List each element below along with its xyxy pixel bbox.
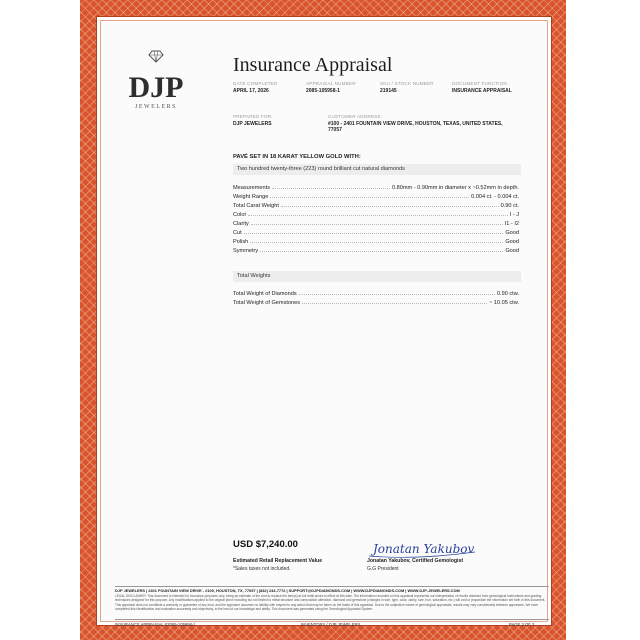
date-completed-label: DATE COMPLETED bbox=[233, 81, 278, 86]
page-number: PAGE 3 OF 3 bbox=[509, 622, 535, 627]
sku-value: 219145 bbox=[380, 88, 397, 94]
item-title: PAVÉ SET IN 18 KARAT YELLOW GOLD WITH: bbox=[233, 154, 361, 160]
certificate-paper bbox=[96, 16, 552, 626]
spec-row: Polish Good bbox=[233, 239, 519, 245]
total-weights-title: Total Weights bbox=[233, 271, 521, 282]
djp-logo bbox=[121, 47, 191, 119]
sku-label: SKU / STOCK NUMBER bbox=[380, 81, 434, 86]
price-label: Estimated Retail Replacement Value bbox=[233, 558, 323, 564]
footer-contact: DJP JEWELERS | 2401 FOUNTAIN VIEW DRIVE - #100, HOUSTON, TX, 77057 | (832) 244-7772 | SUPPORT@DJPDIAMONDS.COM | WWW.DJPDIAMONDS.COM | WWW.DJP-JEWELERS.COM bbox=[115, 588, 460, 593]
appraisal-number-value: 2085-105958-1 bbox=[306, 88, 340, 94]
footer-divider bbox=[115, 586, 549, 587]
signer-name: Jonatan Yakubov, Certified Gemologist bbox=[367, 558, 464, 564]
spec-row: Symmetry Good bbox=[233, 248, 519, 254]
price-note: *Sales taxes not included. bbox=[233, 566, 291, 572]
document-title: Insurance Appraisal bbox=[233, 54, 393, 76]
bottom-divider bbox=[115, 619, 549, 620]
legal-disclaimer: LEGAL DISCLAIMER: This document is intended for insurance purposes only, being an estimate of the cost to replace the item(s) at full retail prices in effect at this date. The information recorded on this appraisal represents our interpretation of results obtained from gemological instruments and grading techniques designed for this purpose. Any modifications applied to the original piece including but not limited to metal structure and composition alteration, diamond and gemstone (changes in size, type, color, clarity, size, hue, saturation, etc.) will void or jeopardize the information set forth in this document. This appraisal does not constitute a warranty or guarantee of any kind, and the appraiser assumes no liability with respect to any action that may be taken on the basis of this appraisal. Due to the subjective nature of gemological appraisals, results may vary considerably between appraisers. We have completed this identification and evaluation accurately and objectively, to the best of our knowledge and ability. This document was generated using the Gemological Appraisal System. bbox=[115, 594, 546, 612]
spec-row: Clarity I1 - I2 bbox=[233, 221, 519, 227]
logo-monogram: DJP bbox=[128, 71, 184, 104]
signature bbox=[367, 537, 477, 559]
spec-row: Weight Range 0.004 ct. - 0.004 ct. bbox=[233, 194, 519, 200]
customer-address-label: CUSTOMER ADDRESS: bbox=[328, 114, 383, 119]
diamond-icon bbox=[149, 51, 163, 62]
document-function-label: DOCUMENT FUNCTION bbox=[452, 81, 507, 86]
total-row: Total Weight of Diamonds 0.90 ctw. bbox=[233, 291, 519, 297]
signer-title: G.G President bbox=[367, 566, 399, 572]
spec-row: Total Carat Weight 0.90 ct. bbox=[233, 203, 519, 209]
prepared-for-value: DJP JEWELERS bbox=[233, 121, 272, 127]
prepared-for-label: PREPARED FOR: bbox=[233, 114, 273, 119]
spec-row: Measurements 0.80mm - 0.90mm in diameter x ~0.52mm in depth. bbox=[233, 185, 519, 191]
customer-address-value: #100 - 2401 FOUNTAIN VIEW DRIVE, HOUSTON, TEXAS, UNITED STATES, 77057 bbox=[328, 121, 503, 133]
spec-row: Color I - J bbox=[233, 212, 519, 218]
stone-description: Two hundred twenty-three (223) round brilliant cut natural diamonds bbox=[233, 164, 521, 175]
date-completed-value: APRIL 17, 2026 bbox=[233, 88, 269, 94]
price-value: USD $7,240.00 bbox=[233, 539, 298, 550]
bottom-center-ref: INVENTORY / DJP JEWELERS bbox=[301, 622, 361, 627]
logo-subtitle: JEWELERS bbox=[135, 104, 177, 110]
appraisal-certificate bbox=[80, 0, 566, 640]
total-row: Total Weight of Gemstones ~ 10.05 ctw. bbox=[233, 300, 519, 306]
appraisal-number-label: APPRAISAL NUMBER bbox=[306, 81, 356, 86]
signature-script: Jonatan Yakubov bbox=[373, 542, 475, 556]
spec-row: Cut Good bbox=[233, 230, 519, 236]
document-function-value: INSURANCE APPRAISAL bbox=[452, 88, 512, 94]
bottom-left-ref: INSURANCE APPRAISAL #2085-105958-1 bbox=[115, 622, 196, 627]
